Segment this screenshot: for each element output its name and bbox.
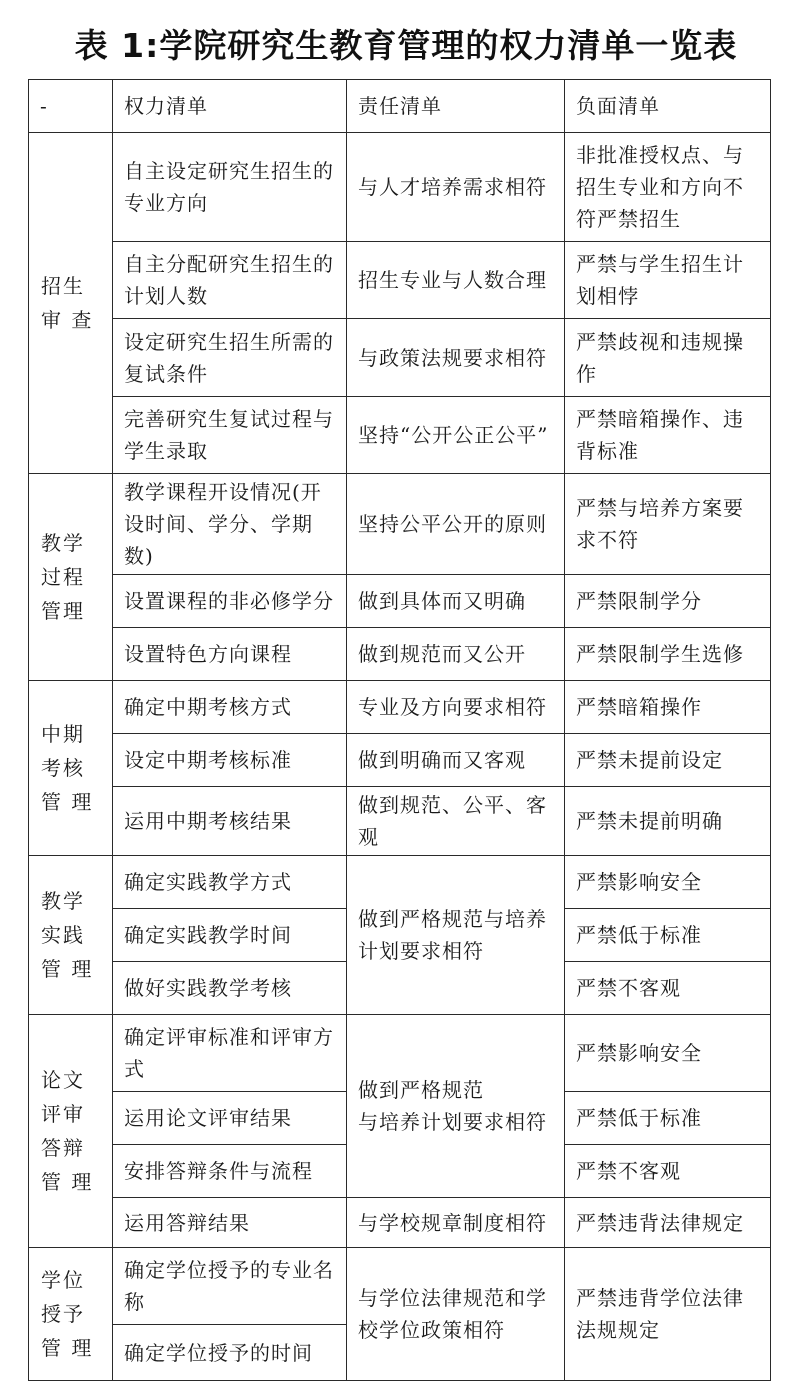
duty-cell: 坚持公平公开的原则 — [347, 474, 565, 575]
table-row — [29, 133, 771, 242]
duty-line: 与培养计划要求相符 — [358, 1110, 547, 1134]
category-line: 实践 — [41, 923, 85, 947]
power-cell: 完善研究生复试过程与学生录取 — [113, 397, 347, 474]
power-cell: 确定学位授予的专业名称 — [113, 1248, 347, 1325]
table-row — [29, 787, 771, 856]
table-row — [29, 242, 771, 319]
category-recruit — [29, 133, 113, 474]
category-degree — [29, 1248, 113, 1381]
duty-cell: 做到规范、公平、客观 — [347, 787, 565, 856]
header-duty-list: 责任清单 — [347, 80, 565, 133]
power-cell: 确定实践教学时间 — [113, 909, 347, 962]
header-dash: - — [29, 80, 113, 133]
negative-cell: 严禁暗箱操作、违背标准 — [565, 397, 771, 474]
category-line: 学位 — [41, 1268, 85, 1292]
power-cell: 设置特色方向课程 — [113, 628, 347, 681]
table-row — [29, 856, 771, 909]
duty-cell: 做到明确而又客观 — [347, 734, 565, 787]
negative-cell: 严禁未提前设定 — [565, 734, 771, 787]
category-line: 招生 — [41, 274, 85, 298]
category-midterm — [29, 681, 113, 856]
duty-cell: 与学校规章制度相符 — [347, 1198, 565, 1248]
table-row — [29, 1015, 771, 1092]
category-line: 管 理 — [41, 957, 94, 981]
negative-cell: 非批准授权点、与招生专业和方向不符严禁招生 — [565, 133, 771, 242]
power-cell: 设定中期考核标准 — [113, 734, 347, 787]
table-row — [29, 1198, 771, 1248]
table-row — [29, 1248, 771, 1325]
category-line: 管 理 — [41, 1170, 94, 1194]
negative-cell: 严禁不客观 — [565, 1145, 771, 1198]
power-cell: 教学课程开设情况(开设时间、学分、学期数) — [113, 474, 347, 575]
category-line: 论文 — [41, 1068, 85, 1092]
duty-cell-merged — [347, 1015, 565, 1198]
category-line: 授予 — [41, 1302, 85, 1326]
power-cell: 设定研究生招生所需的复试条件 — [113, 319, 347, 397]
negative-cell: 严禁限制学分 — [565, 575, 771, 628]
category-teaching — [29, 474, 113, 681]
negative-cell: 严禁低于标准 — [565, 909, 771, 962]
power-cell: 做好实践教学考核 — [113, 962, 347, 1015]
category-line: 管 理 — [41, 1336, 94, 1360]
power-cell: 确定实践教学方式 — [113, 856, 347, 909]
power-cell: 确定评审标准和评审方式 — [113, 1015, 347, 1092]
negative-cell: 严禁歧视和违规操作 — [565, 319, 771, 397]
header-negative-list: 负面清单 — [565, 80, 771, 133]
duty-cell: 与人才培养需求相符 — [347, 133, 565, 242]
duty-cell: 做到具体而又明确 — [347, 575, 565, 628]
category-line: 管理 — [41, 599, 85, 623]
negative-cell: 严禁低于标准 — [565, 1092, 771, 1145]
table-row — [29, 681, 771, 734]
category-line: 考核 — [41, 756, 85, 780]
duty-cell: 坚持“公开公正公平” — [347, 397, 565, 474]
negative-cell: 严禁影响安全 — [565, 1015, 771, 1092]
duty-cell: 与政策法规要求相符 — [347, 319, 565, 397]
negative-cell: 严禁违背法律规定 — [565, 1198, 771, 1248]
category-line: 审 查 — [41, 308, 94, 332]
category-line: 过程 — [41, 565, 85, 589]
power-cell: 运用答辩结果 — [113, 1198, 347, 1248]
negative-cell: 严禁未提前明确 — [565, 787, 771, 856]
category-line: 教学 — [41, 889, 85, 913]
table-row — [29, 628, 771, 681]
table-row — [29, 734, 771, 787]
power-cell: 设置课程的非必修学分 — [113, 575, 347, 628]
category-line: 答辩 — [41, 1136, 85, 1160]
negative-cell: 严禁与学生招生计划相悖 — [565, 242, 771, 319]
power-cell: 确定学位授予的时间 — [113, 1325, 347, 1381]
category-line: 评审 — [41, 1102, 85, 1126]
table-row — [29, 474, 771, 575]
duty-cell: 招生专业与人数合理 — [347, 242, 565, 319]
duty-cell: 做到规范而又公开 — [347, 628, 565, 681]
negative-cell: 严禁不客观 — [565, 962, 771, 1015]
power-cell: 自主设定研究生招生的专业方向 — [113, 133, 347, 242]
category-thesis — [29, 1015, 113, 1248]
power-cell: 安排答辩条件与流程 — [113, 1145, 347, 1198]
negative-cell: 严禁影响安全 — [565, 856, 771, 909]
power-cell: 自主分配研究生招生的计划人数 — [113, 242, 347, 319]
duty-line: 做到严格规范 — [358, 1078, 484, 1102]
duty-cell-merged: 与学位法律规范和学校学位政策相符 — [347, 1248, 565, 1381]
category-line: 中期 — [41, 722, 85, 746]
negative-cell-merged: 严禁违背学位法律法规规定 — [565, 1248, 771, 1381]
table-row — [29, 397, 771, 474]
negative-cell: 严禁限制学生选修 — [565, 628, 771, 681]
header-row — [29, 80, 771, 133]
category-line: 管 理 — [41, 790, 94, 814]
negative-cell: 严禁暗箱操作 — [565, 681, 771, 734]
power-cell: 运用论文评审结果 — [113, 1092, 347, 1145]
table-row — [29, 575, 771, 628]
power-cell: 运用中期考核结果 — [113, 787, 347, 856]
category-line: 教学 — [41, 531, 85, 555]
power-list-table — [28, 79, 771, 1381]
duty-cell: 专业及方向要求相符 — [347, 681, 565, 734]
table-title: 表 1:学院研究生教育管理的权力清单一览表 — [74, 26, 738, 65]
power-cell: 确定中期考核方式 — [113, 681, 347, 734]
negative-cell: 严禁与培养方案要求不符 — [565, 474, 771, 575]
table-row — [29, 319, 771, 397]
category-practice — [29, 856, 113, 1015]
duty-cell-merged: 做到严格规范与培养计划要求相符 — [347, 856, 565, 1015]
header-power-list: 权力清单 — [113, 80, 347, 133]
